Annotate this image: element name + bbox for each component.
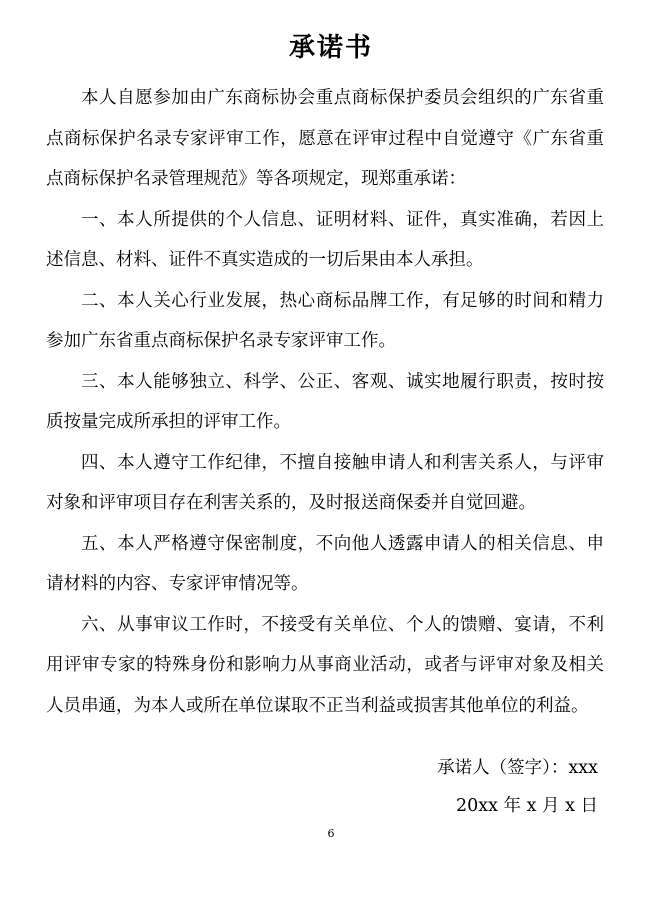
paragraph-item-6: 六、从事审议工作时，不接受有关单位、个人的馈赠、宴请，不利用评审专家的特殊身份和影响力从事商业活动，或者与评审对象及相关人员串通，为本人或所在单位谋取不正当利益或损害其他单位的利益。: [46, 614, 604, 716]
paragraph-item-3: 三、本人能够独立、科学、公正、客观、诚实地履行职责，按时按质按量完成所承担的评审工作。: [46, 371, 604, 432]
page-number: 6: [327, 827, 335, 840]
paragraph-item-1: 一、本人所提供的个人信息、证明材料、证件，真实准确，若因上述信息、材料、证件不真实造成的一切后果由本人承担。: [46, 209, 604, 270]
signature-line: 承诺人（签字）：xxx: [437, 758, 598, 778]
document-body: [46, 78, 604, 726]
paragraph-item-2: 二、本人关心行业发展，热心商标品牌工作，有足够的时间和精力参加广东省重点商标保护名录专家评审工作。: [46, 290, 604, 351]
paragraph-intro: 本人自愿参加由广东商标协会重点商标保护委员会组织的广东省重点商标保护名录专家评审工作，愿意在评审过程中自觉遵守《广东省重点商标保护名录管理规范》等各项规定，现郑重承诺：: [46, 88, 604, 189]
paragraph-item-4: 四、本人遵守工作纪律，不擅自接触申请人和利害关系人，与评审对象和评审项目存在利害关系的，及时报送商保委并自觉回避。: [46, 452, 604, 513]
date-line: 20xx 年 x 月 x 日: [455, 796, 598, 816]
page-title: 承诺书: [288, 33, 373, 63]
paragraph-item-5: 五、本人严格遵守保密制度，不向他人透露申请人的相关信息、申请材料的内容、专家评审情况等。: [46, 533, 604, 594]
